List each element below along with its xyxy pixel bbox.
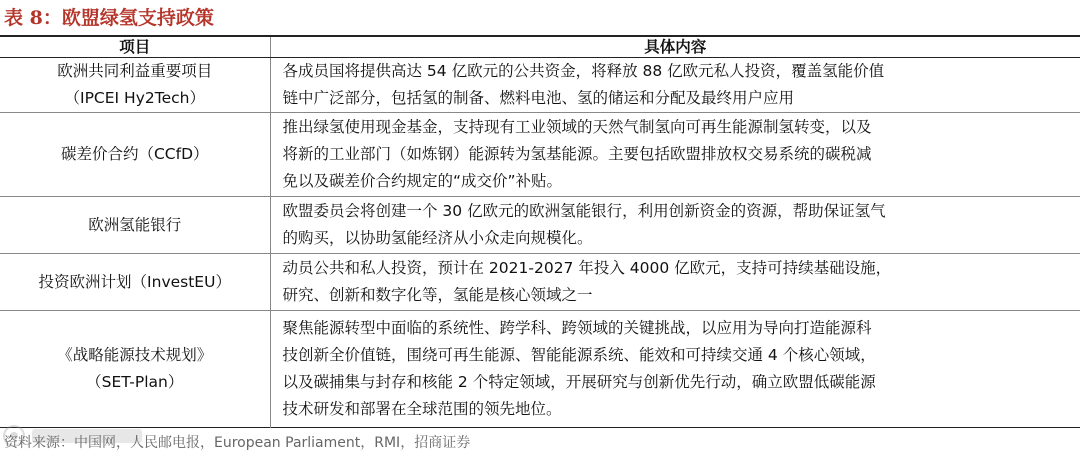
- item-cell: [0, 311, 270, 428]
- item-cell: [0, 197, 270, 254]
- content-text: 各成员国将提供高达 54 亿欧元的公共资金，将释放 88 亿欧元私人投资，覆盖氢能价值: [282, 62, 885, 80]
- content-text: 聚焦能源转型中面临的系统性、跨学科、跨领域的关键挑战，以应用为导向打造能源科: [282, 319, 872, 337]
- content-text: 以及碳捕集与封存和核能 2 个特定领域，开展研究与创新优先行动，确立欧盟低碳能源: [282, 373, 876, 391]
- item-cell: [0, 254, 270, 311]
- policy-table: [0, 37, 1080, 428]
- table-row: [0, 58, 1080, 113]
- content-cell: [270, 113, 1080, 197]
- content-text: 动员公共和私人投资，预计在 2021-2027 年投入 4000 亿欧元，支持可持续基础设施，: [282, 259, 892, 277]
- content-text: 推出绿氢使用现金基金，支持现有工业领域的天然气制氢向可再生能源制氢转变，以及: [282, 118, 872, 136]
- source-note: 资料来源：中国网，人民邮电报，European Parliament，RMI，招商证券: [4, 435, 471, 451]
- content-text: 免以及碳差价合约规定的“成交价”补贴。: [282, 172, 563, 190]
- item-text: 欧洲氢能银行: [88, 215, 182, 234]
- item-cell: [0, 113, 270, 197]
- item-text: 《战略能源技术规划》: [57, 346, 213, 364]
- content-cell: [270, 254, 1080, 311]
- item-text: 欧洲共同利益重要项目: [57, 62, 213, 80]
- item-text: （IPCEI Hy2Tech）: [64, 89, 205, 107]
- item-text: （SET-Plan）: [86, 373, 184, 391]
- table-row: [0, 254, 1080, 311]
- item-cell: [0, 58, 270, 113]
- table-row: [0, 113, 1080, 197]
- table-row: [0, 197, 1080, 254]
- item-text: 投资欧洲计划（InvestEU）: [38, 272, 231, 291]
- content-text: 欧盟委员会将创建一个 30 亿欧元的欧洲氢能银行，利用创新资金的资源，帮助保证氢气: [282, 202, 886, 220]
- content-cell: [270, 58, 1080, 113]
- content-text: 技术研发和部署在全球范围的领先地位。: [282, 400, 562, 418]
- table-header-row: [0, 37, 1080, 58]
- content-text: 将新的工业部门（如炼钢）能源转为氢基能源。主要包括欧盟排放权交易系统的碳税减: [282, 145, 872, 163]
- content-text: 研究、创新和数字化等，氢能是核心领域之一: [282, 286, 593, 304]
- content-text: 的购买，以协助氢能经济从小众走向规模化。: [282, 229, 593, 247]
- table-row: [0, 311, 1080, 428]
- item-text: 碳差价合约（CCfD）: [60, 145, 209, 163]
- content-text: 技创新全价值链，围绕可再生能源、智能能源系统、能效和可持续交通 4 个核心领域，: [282, 346, 876, 364]
- table-title: 表 8：欧盟绿氢支持政策: [4, 7, 214, 29]
- content-cell: [270, 197, 1080, 254]
- header-content: 具体内容: [270, 37, 1080, 58]
- content-cell: [270, 311, 1080, 428]
- content-text: 链中广泛部分，包括氢的制备、燃料电池、氢的储运和分配及最终用户应用: [282, 89, 795, 107]
- header-item: 项目: [0, 37, 270, 58]
